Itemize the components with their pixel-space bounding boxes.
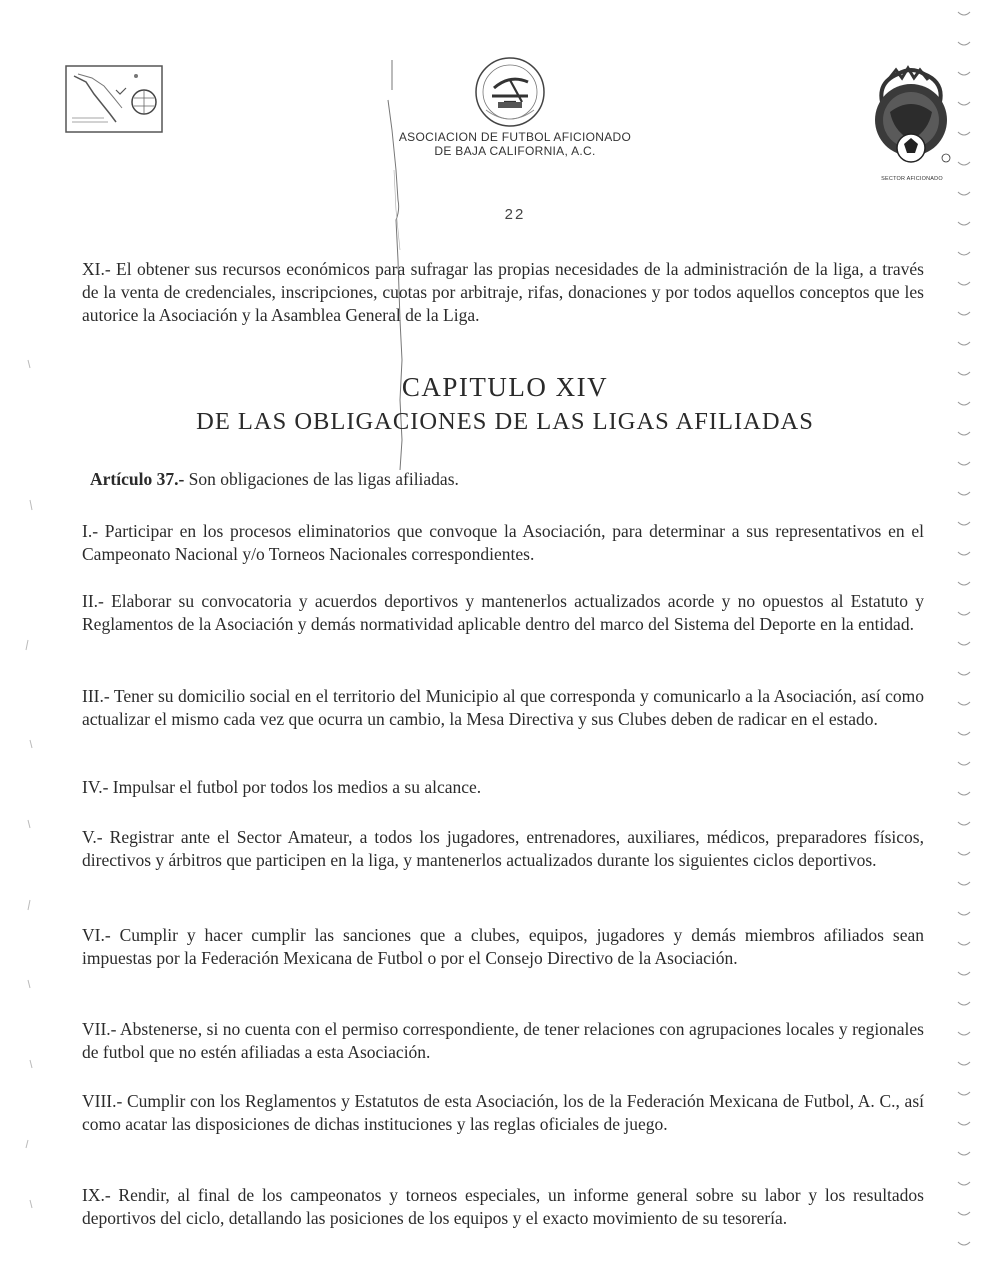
item-text: Elaborar su convocatoria y acuerdos deportivos y mantenerlos actualizados acorde y no opuestos al Estatuto y Reglamentos de la Asociación y demás normatividad aplicable dentro del marco del Sistema del Deporte en la entidad. — [82, 591, 924, 634]
paragraph-label: XI.- — [82, 259, 111, 279]
item-label: IV.- — [82, 777, 109, 797]
paragraph-xi — [82, 258, 924, 327]
item-label: I.- — [82, 521, 99, 541]
item-label: II.- — [82, 591, 104, 611]
item-iv — [82, 776, 924, 799]
item-label: V.- — [82, 827, 103, 847]
baja-california-logo — [64, 64, 164, 134]
item-viii — [82, 1090, 924, 1136]
item-ix — [82, 1184, 924, 1230]
item-text: Tener su domicilio social en el territorio del Municipio al que corresponda y comunicarlo a la Asociación, así como actualizar el mismo cada vez que ocurra un cambio, la Mesa Directiva y sus Clubes deben de radicar en el estado. — [82, 686, 924, 729]
chapter-number: CAPITULO XIV — [401, 372, 609, 402]
page-edge-marks — [952, 0, 982, 1280]
item-text: Abstenerse, si no cuenta con el permiso correspondiente, de tener relaciones con agrupaciones locales y regionales de futbol que no estén afiliadas a esta Asociación. — [82, 1019, 924, 1062]
item-label: III.- — [82, 686, 110, 706]
paragraph-text: El obtener sus recursos económicos para sufragar las propias necesidades de la administración de la liga, a través de la venta de credenciales, inscripciones, cuotas por arbitraje, rifas, donaciones y por todos aquellos conceptos que les autorice la Asociación y la Asamblea General de la Liga. — [82, 259, 924, 325]
item-text: Impulsar el futbol por todos los medios a su alcance. — [108, 777, 482, 797]
item-ii — [82, 590, 924, 636]
item-i — [82, 520, 924, 566]
futbol-aficionado-logo — [470, 52, 550, 132]
item-label: VI.- — [82, 925, 111, 945]
item-text: Cumplir y hacer cumplir las sanciones que a clubes, equipos, jugadores y demás miembros afiliados sean impuestas por la Federación Mexicana de Futbol o por el Consejo Directivo de la Asociación. — [82, 925, 924, 968]
article-heading — [90, 468, 930, 491]
item-text: Registrar ante el Sector Amateur, a todos los jugadores, entrenadores, auxiliares, médicos, preparadores físicos, directivos y árbitros que participen en la liga, y mantenerlos actualizados durante los siguientes ciclos deportivos. — [82, 827, 924, 870]
item-iii — [82, 685, 924, 731]
item-label: VIII.- — [82, 1091, 123, 1111]
item-vii — [82, 1018, 924, 1064]
item-label: VII.- — [82, 1019, 117, 1039]
item-label: IX.- — [82, 1185, 111, 1205]
chapter-title: DE LAS OBLIGACIONES DE LAS LIGAS AFILIADAS — [196, 408, 814, 435]
item-text: Rendir, al final de los campeonatos y torneos especiales, un informe general sobre su labor y los resultados deportivos del ciclo, detallando las posiciones de los equipos y el exacto movimiento de su tesorería. — [82, 1185, 924, 1228]
mexican-eagle-seal — [868, 62, 954, 172]
organization-name-line-1: ASOCIACION DE FUTBOL AFICIONADO — [398, 130, 632, 144]
organization-name-line-2: DE BAJA CALIFORNIA, A.C. — [434, 144, 596, 158]
item-v — [82, 826, 924, 872]
item-vi — [82, 924, 924, 970]
article-text: Son obligaciones de las ligas afiliadas. — [184, 469, 459, 489]
item-text: Cumplir con los Reglamentos y Estatutos de esta Asociación, los de la Federación Mexicana de Futbol, A. C., así como acatar las disposiciones de dichas instituciones y las reglas oficiales de juego. — [82, 1091, 924, 1134]
page-edge-marks-left — [20, 340, 40, 1240]
article-label: Artículo 37.- — [90, 469, 185, 489]
page-number: 22 — [504, 206, 526, 223]
sector-caption: SECTOR AFICIONADO — [881, 176, 943, 182]
item-text: Participar en los procesos eliminatorios que convoque la Asociación, para determinar a sus representativos en el Campeonato Nacional y/o Torneos Nacionales correspondientes. — [82, 521, 924, 564]
